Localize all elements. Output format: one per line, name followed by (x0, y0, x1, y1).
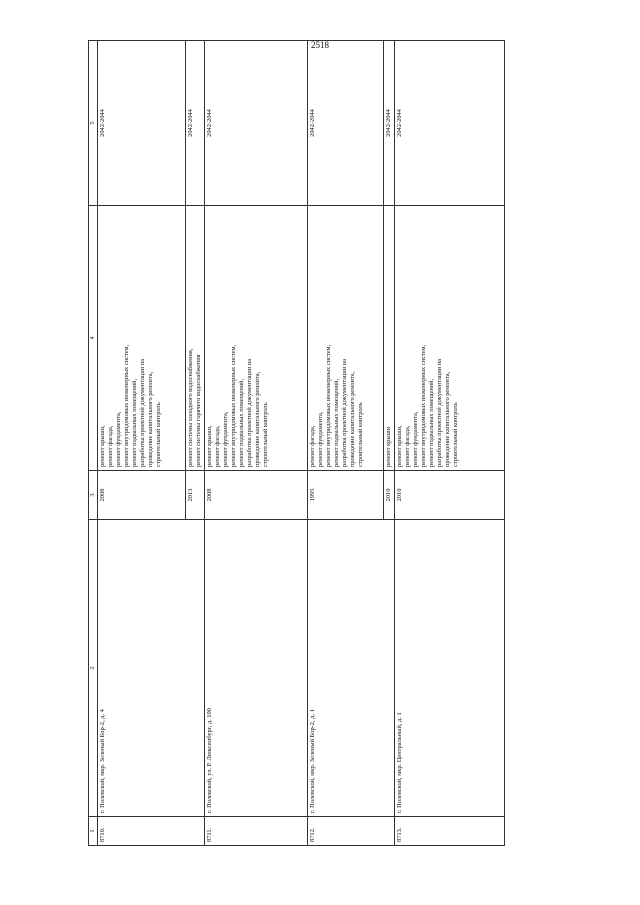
works-line: ремонт фундамента, (115, 411, 122, 467)
works-line: строительный контроль (155, 402, 162, 467)
works-cell (308, 206, 384, 471)
works-line: строительный контроль (262, 402, 269, 467)
works-line: разработка проектной документации на (139, 358, 146, 467)
works-line: ремонт фундамента, (317, 411, 324, 467)
address-cell: г. Полевской, мкр. Зеленый Бор-2, д. 1 (308, 520, 395, 817)
page-number: 2518 (311, 40, 329, 50)
header-col-1: 1 (89, 817, 98, 846)
works-line: ремонт внутридомовых инженерных систем, (123, 344, 130, 467)
works-line: ремонт подвальных помещений, (333, 378, 340, 467)
works-line: проведение капитального ремонта, (147, 371, 154, 467)
works-line: проведение капитального ремонта, (254, 371, 261, 467)
works-line: ремонт подвальных помещений, (131, 378, 138, 467)
year-cell: 2008 (205, 471, 308, 520)
works-line: ремонт фасада, (107, 425, 114, 467)
works-line: ремонт крыши, (396, 425, 403, 467)
works-cell (384, 206, 395, 471)
address-cell: г. Полевской, мкр. Центральный, д. 1 (395, 520, 505, 817)
works-cell (205, 206, 308, 471)
period-cell: 2042-2044 (395, 41, 505, 206)
works-cell (98, 206, 186, 471)
table-row (395, 41, 505, 846)
year-cell: 2008 (98, 471, 186, 520)
table-body (98, 41, 505, 846)
works-line: разработка проектной документации на (436, 358, 443, 467)
works-line: ремонт крыши, (206, 425, 213, 467)
rotated-table-container (88, 76, 533, 846)
works-cell (395, 206, 505, 471)
period-cell: 2042-2044 (205, 41, 308, 206)
works-line: ремонт внутридомовых инженерных систем, (325, 344, 332, 467)
table-row (98, 41, 186, 846)
year-cell: 2013 (186, 471, 205, 520)
works-line: проведение капитального ремонта, (444, 371, 451, 467)
period-cell: 2042-2044 (308, 41, 384, 206)
address-cell: г. Полевской, ул. Р. Люксембург, д. 100 (205, 520, 308, 817)
works-line: строительный контроль (357, 402, 364, 467)
period-cell: 2042-2044 (186, 41, 205, 206)
row-number: 8710. (98, 817, 205, 846)
works-cell (186, 206, 205, 471)
works-line: проведение капитального ремонта, (349, 371, 356, 467)
works-line: ремонт фундамента, (412, 411, 419, 467)
year-cell: 2010 (384, 471, 395, 520)
works-line: ремонт крыши, (99, 425, 106, 467)
row-number: 8711. (205, 817, 308, 846)
works-line: строительный контроль (452, 402, 459, 467)
works-line: ремонт фундамента, (222, 411, 229, 467)
works-line: ремонт подвальных помещений, (238, 378, 245, 467)
period-cell: 2042-2044 (98, 41, 186, 206)
header-col-3: 3 (89, 471, 98, 520)
works-line: ремонт внутридомовых инженерных систем, (230, 344, 237, 467)
works-line: ремонт системы горячего водоснабжения (195, 354, 202, 467)
works-line: ремонт крыши (385, 426, 392, 467)
works-line: ремонт системы холодного водоснабжения, (187, 348, 194, 467)
year-cell: 2010 (395, 471, 505, 520)
table-row (205, 41, 308, 846)
works-line: разработка проектной документации на (246, 358, 253, 467)
works-line: ремонт подвальных помещений, (428, 378, 435, 467)
table-row (308, 41, 384, 846)
header-row (89, 41, 98, 846)
row-number: 8713. (395, 817, 505, 846)
header-col-2: 2 (89, 520, 98, 817)
header-col-5: 5 (89, 41, 98, 206)
period-cell: 2042-2044 (384, 41, 395, 206)
works-line: разработка проектной документации на (341, 358, 348, 467)
works-line: ремонт внутридомовых инженерных систем, (420, 344, 427, 467)
works-line: ремонт фасада, (404, 425, 411, 467)
address-cell: г. Полевской, мкр. Зеленый Бор-2, д. 4 (98, 520, 205, 817)
works-line: ремонт фасада, (214, 425, 221, 467)
repair-schedule-table (88, 40, 505, 846)
year-cell: 1995 (308, 471, 384, 520)
works-line: ремонт фасада, (309, 425, 316, 467)
row-number: 8712. (308, 817, 395, 846)
header-col-4: 4 (89, 206, 98, 471)
